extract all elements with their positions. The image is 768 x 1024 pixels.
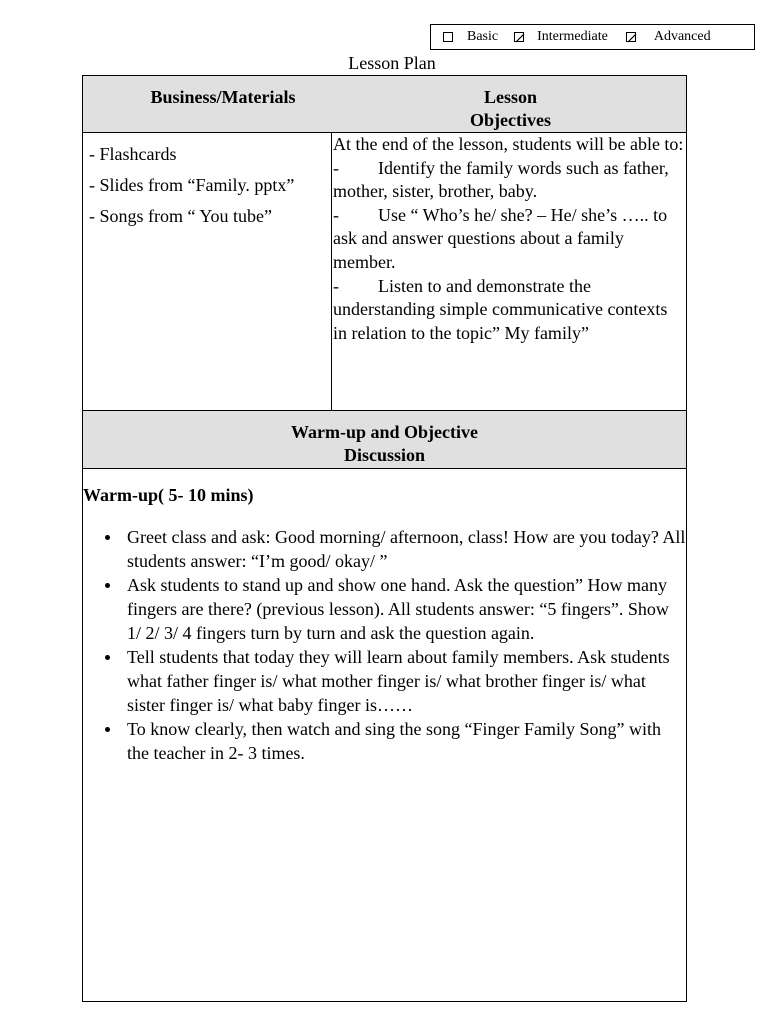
objective-text: Listen to and demonstrate the understanding simple communicative contexts in relation to the topic” My family”	[333, 275, 668, 343]
list-item-text: Greet class and ask: Good morning/ afternoon, class! How are you today? All students answer: “I’m good/ okay/ ”	[127, 527, 686, 571]
check-mark-icon	[514, 32, 526, 44]
lesson-plan-table	[82, 75, 687, 1002]
material-item: - Flashcards	[89, 144, 177, 164]
materials-objectives-row	[83, 133, 686, 411]
bullet-icon	[105, 535, 110, 540]
objective-dash: -	[333, 275, 339, 296]
intermediate-checkbox[interactable]	[514, 32, 524, 42]
advanced-checkbox[interactable]	[626, 32, 636, 42]
table-header-row	[83, 76, 686, 133]
check-mark-icon	[626, 32, 638, 44]
objective-item	[333, 157, 685, 204]
warmup-title: Warm-up( 5- 10 mins)	[83, 485, 254, 505]
objective-item	[333, 275, 685, 346]
objective-text: Identify the family words such as father, mother, sister, brother, baby.	[333, 157, 669, 202]
warmup-header-line1: Warm-up and Objective	[291, 422, 478, 442]
list-item	[127, 573, 687, 645]
level-basic-label: Basic	[467, 29, 499, 44]
objective-text: Use “ Who’s he/ she? – He/ she’s ….. to ask and answer questions about a family member.	[333, 204, 668, 272]
level-basic[interactable]	[443, 29, 498, 45]
bullet-icon	[105, 655, 110, 660]
header-objectives	[333, 86, 688, 132]
objective-dash: -	[333, 204, 339, 225]
basic-checkbox[interactable]	[443, 32, 453, 42]
objectives-text	[333, 133, 685, 345]
level-advanced-label: Advanced	[653, 29, 711, 44]
list-item	[127, 645, 687, 717]
warmup-header-line2: Discussion	[343, 445, 426, 465]
warmup-list	[127, 525, 687, 765]
material-item: - Slides from “Family. pptx”	[89, 175, 295, 195]
bullet-icon	[105, 583, 110, 588]
bullet-icon	[105, 727, 110, 732]
header-objectives-line2: Objectives	[470, 110, 551, 130]
level-intermediate-label: Intermediate	[537, 29, 608, 44]
level-intermediate[interactable]	[514, 29, 608, 45]
page-title: Lesson Plan	[348, 53, 436, 73]
objective-dash: -	[333, 157, 339, 178]
warmup-header-row	[83, 411, 686, 469]
level-selector	[430, 24, 755, 50]
objectives-intro: At the end of the lesson, students will be able to:	[333, 134, 684, 154]
list-item-text: Tell students that today they will learn about family members. Ask students what father finger is/ what mother finger is/ what brother finger is/ what sister finger is/ what baby finger is……	[127, 647, 670, 715]
level-advanced[interactable]	[626, 29, 711, 45]
list-item	[127, 717, 687, 765]
header-objectives-line1: Lesson	[483, 87, 537, 107]
objective-item	[333, 204, 685, 275]
materials-list	[89, 142, 294, 235]
list-item-text: To know clearly, then watch and sing the song “Finger Family Song” with the teacher in 2- 3 times.	[127, 719, 661, 763]
list-item	[127, 525, 687, 573]
list-item-text: Ask students to stand up and show one hand. Ask the question” How many fingers are there? (previous lesson). All students answer: “5 fingers”. Show 1/ 2/ 3/ 4 fingers turn by turn and ask the question again.	[127, 575, 669, 643]
header-materials: Business/Materials	[150, 87, 296, 107]
material-item: - Songs from “ You tube”	[89, 206, 272, 226]
